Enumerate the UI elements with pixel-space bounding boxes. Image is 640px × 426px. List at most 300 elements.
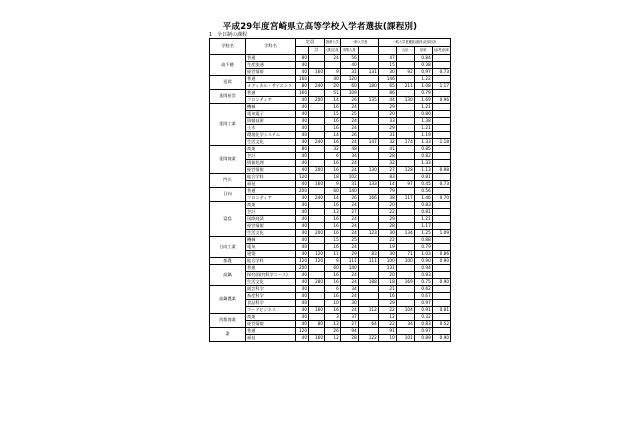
recommend-capacity-cell: 51: [325, 90, 341, 97]
applicants-total-cell: [396, 55, 414, 62]
table-row: [210, 328, 451, 335]
applicants-total-cell: 211: [396, 83, 414, 90]
ref-ratio-cell: [432, 153, 450, 160]
ref-ratio-cell: [432, 265, 450, 272]
ratio-cell: 1.25: [414, 230, 432, 237]
table-row: [210, 104, 451, 111]
general-recruit-cell: 26: [340, 132, 358, 139]
header-capacity: 定員: [296, 39, 325, 47]
capacity-total-cell: [309, 76, 325, 83]
ratio-cell: 0.85: [414, 146, 432, 153]
course-cell: 国際経済: [246, 216, 296, 223]
capacity-cell: 40: [296, 300, 309, 307]
ref-ratio-cell: [432, 328, 450, 335]
general-recruit-cell: 31: [340, 69, 358, 76]
applicants-total-cell: [396, 223, 414, 230]
school-name-cell: 日向工業: [210, 237, 246, 258]
recommend-capacity-cell: 16: [325, 216, 341, 223]
general-recruit-cell: 140: [340, 188, 358, 195]
capacity-cell: 40: [296, 153, 309, 160]
ratio-cell: 0.81: [414, 209, 432, 216]
school-name-cell: 富島: [210, 202, 246, 237]
applicants-total-cell: [396, 132, 414, 139]
applicants-cell: 30: [378, 69, 396, 76]
school-name-cell: 高千穂: [210, 55, 246, 76]
table-row: [210, 188, 451, 195]
ratio-cell: 0.89: [414, 335, 432, 342]
applicants-cell: 30: [378, 230, 396, 237]
applicants-total-cell: [396, 328, 414, 335]
recommend-capacity-cell: 40: [325, 76, 341, 83]
capacity-cell: 200: [296, 265, 309, 272]
school-name-cell: 日向: [210, 188, 246, 202]
applicants-cell: 16: [378, 293, 396, 300]
general-total-cell: 133: [358, 181, 378, 188]
subheader-blank: [296, 47, 309, 55]
ratio-cell: 0.62: [414, 286, 432, 293]
course-cell: メディカル・サイエンス: [246, 83, 296, 90]
capacity-total-cell: 240: [309, 139, 325, 146]
capacity-total-cell: [309, 293, 325, 300]
course-cell: 福祉: [246, 181, 296, 188]
capacity-cell: 40: [296, 62, 309, 69]
capacity-total-cell: [309, 125, 325, 132]
ref-ratio-cell: [432, 293, 450, 300]
ratio-cell: 0.97: [414, 328, 432, 335]
applicants-cell: 12: [378, 314, 396, 321]
recommend-capacity-cell: 11: [325, 251, 341, 258]
subheader-sum: 合計: [396, 47, 414, 55]
ratio-cell: 1.13: [414, 167, 432, 174]
table-row: [210, 139, 451, 146]
general-total-cell: [358, 132, 378, 139]
applicants-cell: 18: [378, 279, 396, 286]
general-total-cell: [358, 55, 378, 62]
ratio-cell: 1.21: [414, 216, 432, 223]
capacity-total-cell: 160: [309, 181, 325, 188]
table-row: [210, 230, 451, 237]
general-recruit-cell: 102: [340, 174, 358, 181]
ref-ratio-cell: [432, 244, 450, 251]
ref-ratio-cell: [432, 223, 450, 230]
table-row: [210, 223, 451, 230]
capacity-cell: 120: [296, 328, 309, 335]
capacity-total-cell: 240: [309, 195, 325, 202]
applicants-cell: 83: [378, 174, 396, 181]
applicants-cell: 20: [378, 272, 396, 279]
section-label: 1 全日制の課程: [209, 32, 248, 38]
general-total-cell: 111: [358, 258, 378, 265]
applicants-total-cell: 71: [396, 251, 414, 258]
applicants-cell: 28: [378, 223, 396, 230]
applicants-cell: 100: [378, 258, 396, 265]
course-cell: 普通: [246, 265, 296, 272]
table-row: [210, 251, 451, 258]
course-cell: 商業: [246, 202, 296, 209]
general-recruit-cell: 24: [340, 118, 358, 125]
applicants-cell: 33: [378, 118, 396, 125]
ref-ratio-cell: 0.73: [432, 69, 450, 76]
general-total-cell: 131: [358, 69, 378, 76]
capacity-cell: 40: [296, 244, 309, 251]
capacity-total-cell: [309, 174, 325, 181]
table-row: [210, 174, 451, 181]
capacity-total-cell: [309, 118, 325, 125]
ref-ratio-cell: [432, 286, 450, 293]
applicants-cell: 47: [378, 55, 396, 62]
ratio-cell: 1.22: [414, 76, 432, 83]
capacity-total-cell: 240: [309, 83, 325, 90]
ratio-cell: 0.80: [414, 111, 432, 118]
table-row: [210, 300, 451, 307]
general-total-cell: [358, 328, 378, 335]
applicants-total-cell: 92: [396, 69, 414, 76]
ref-ratio-cell: 0.90: [432, 258, 450, 265]
course-cell: 商業: [246, 146, 296, 153]
admissions-table: [209, 38, 451, 342]
ref-ratio-cell: [432, 104, 450, 111]
capacity-cell: 40: [296, 111, 309, 118]
applicants-cell: 41: [378, 146, 396, 153]
ref-ratio-cell: [432, 55, 450, 62]
table-row: [210, 83, 451, 90]
capacity-cell: 40: [296, 307, 309, 314]
course-cell: 生産流通: [246, 62, 296, 69]
general-recruit-cell: 24: [340, 139, 358, 146]
general-recruit-cell: 24: [340, 279, 358, 286]
table-row: [210, 118, 451, 125]
ratio-cell: 0.83: [414, 321, 432, 328]
general-recruit-cell: 94: [340, 328, 358, 335]
general-recruit-cell: 31: [340, 181, 358, 188]
general-total-cell: 83: [358, 251, 378, 258]
header-general: 一般入学者: [340, 39, 378, 47]
course-cell: 経営情報: [246, 69, 296, 76]
general-recruit-cell: 111: [340, 258, 358, 265]
capacity-total-cell: 280: [309, 279, 325, 286]
ratio-cell: 1.08: [414, 83, 432, 90]
general-total-cell: 135: [358, 97, 378, 104]
general-recruit-cell: 28: [340, 335, 358, 342]
general-recruit-cell: 24: [340, 104, 358, 111]
capacity-total-cell: [309, 90, 325, 97]
capacity-cell: 40: [296, 335, 309, 342]
capacity-total-cell: [309, 286, 325, 293]
course-cell: 総合学科: [246, 258, 296, 265]
recommend-capacity-cell: 16: [325, 307, 341, 314]
capacity-cell: 40: [296, 314, 309, 321]
table-row: [210, 286, 451, 293]
general-total-cell: [358, 146, 378, 153]
recommend-capacity-cell: 16: [325, 202, 341, 209]
course-cell: 建築: [246, 251, 296, 258]
course-cell: 普通: [246, 90, 296, 97]
general-total-cell: 123: [358, 230, 378, 237]
capacity-cell: 120: [296, 174, 309, 181]
course-cell: 普通: [246, 55, 296, 62]
ref-ratio-cell: [432, 272, 450, 279]
applicants-total-cell: [396, 62, 414, 69]
applicants-total-cell: [396, 300, 414, 307]
recommend-capacity-cell: 13: [325, 209, 341, 216]
ref-ratio-cell: 0.52: [432, 321, 450, 328]
applicants-cell: 22: [378, 321, 396, 328]
subheader-rec-capacity: (推)定員: [325, 47, 341, 55]
capacity-cell: 40: [296, 160, 309, 167]
course-cell: フロンティア: [246, 195, 296, 202]
applicants-total-cell: 100: [396, 258, 414, 265]
course-cell: 福祉: [246, 335, 296, 342]
capacity-cell: 80: [296, 55, 309, 62]
capacity-total-cell: [309, 111, 325, 118]
school-name-cell: 高鍋: [210, 265, 246, 286]
general-recruit-cell: 24: [340, 167, 358, 174]
capacity-cell: 80: [296, 146, 309, 153]
school-name-cell: 延岡工業: [210, 104, 246, 146]
subheader-ratio: 倍率: [414, 47, 432, 55]
table-row: [210, 132, 451, 139]
course-cell: 電気: [246, 244, 296, 251]
capacity-total-cell: 200: [309, 230, 325, 237]
course-cell: 経営情報: [246, 167, 296, 174]
recommend-capacity-cell: 3: [325, 314, 341, 321]
applicants-cell: 79: [378, 188, 396, 195]
general-total-cell: [358, 174, 378, 181]
ref-ratio-cell: [432, 237, 450, 244]
general-total-cell: [358, 265, 378, 272]
recommend-capacity-cell: 14: [325, 132, 341, 139]
recommend-capacity-cell: 60: [325, 188, 341, 195]
recommend-capacity-cell: 9: [325, 69, 341, 76]
course-cell: 畜産科学: [246, 293, 296, 300]
ref-ratio-cell: 0.98: [432, 167, 450, 174]
general-total-cell: 180: [358, 83, 378, 90]
applicants-total-cell: [396, 153, 414, 160]
school-name-cell: 延岡: [210, 76, 246, 90]
table-row: [210, 321, 451, 328]
capacity-total-cell: [309, 223, 325, 230]
applicants-total-cell: 117: [396, 195, 414, 202]
capacity-cell: 40: [296, 230, 309, 237]
applicants-total-cell: [396, 272, 414, 279]
general-recruit-cell: 30: [340, 300, 358, 307]
recommend-capacity-cell: 24: [325, 55, 341, 62]
capacity-cell: 40: [296, 132, 309, 139]
table-row: [210, 181, 451, 188]
ratio-cell: 0.82: [414, 153, 432, 160]
capacity-total-cell: 200: [309, 97, 325, 104]
course-cell: フードビジネス: [246, 307, 296, 314]
course-cell: 園芸科学: [246, 286, 296, 293]
ratio-cell: 0.32: [414, 314, 432, 321]
recommend-capacity-cell: 10: [325, 300, 341, 307]
recommend-capacity-cell: 18: [325, 174, 341, 181]
capacity-cell: 160: [296, 90, 309, 97]
general-total-cell: [358, 125, 378, 132]
ref-ratio-cell: 0.96: [432, 97, 450, 104]
general-recruit-cell: 24: [340, 160, 358, 167]
recommend-capacity-cell: 16: [325, 244, 341, 251]
ref-ratio-cell: [432, 146, 450, 153]
capacity-total-cell: [309, 209, 325, 216]
general-recruit-cell: 140: [340, 265, 358, 272]
general-total-cell: [358, 62, 378, 69]
general-total-cell: [358, 111, 378, 118]
recommend-capacity-cell: [325, 62, 341, 69]
general-total-cell: [358, 160, 378, 167]
table-row: [210, 111, 451, 118]
table-row: [210, 307, 451, 314]
school-name-cell: 妻: [210, 328, 246, 342]
applicants-cell: 14: [378, 181, 396, 188]
general-recruit-cell: 60: [340, 83, 358, 90]
capacity-cell: 40: [296, 202, 309, 209]
applicants-cell: 29: [378, 216, 396, 223]
applicants-total-cell: [396, 174, 414, 181]
general-total-cell: [358, 104, 378, 111]
general-total-cell: [358, 209, 378, 216]
general-recruit-cell: 24: [340, 244, 358, 251]
capacity-total-cell: [309, 314, 325, 321]
table-row: [210, 153, 451, 160]
recommend-capacity-cell: 60: [325, 265, 341, 272]
applicants-total-cell: [396, 237, 414, 244]
applicants-total-cell: [396, 160, 414, 167]
capacity-total-cell: [309, 55, 325, 62]
header-course: 学科名: [246, 39, 296, 55]
ref-ratio-cell: 0.81: [432, 307, 450, 314]
applicants-cell: 22: [378, 209, 396, 216]
capacity-total-cell: [309, 132, 325, 139]
recommend-capacity-cell: 9: [325, 258, 341, 265]
capacity-cell: 40: [296, 195, 309, 202]
general-recruit-cell: 24: [340, 230, 358, 237]
ref-ratio-cell: 1.09: [432, 230, 450, 237]
general-total-cell: [358, 272, 378, 279]
recommend-capacity-cell: 15: [325, 111, 341, 118]
applicants-total-cell: [396, 286, 414, 293]
ratio-cell: 0.67: [414, 293, 432, 300]
capacity-cell: 40: [296, 139, 309, 146]
applicants-total-cell: [396, 202, 414, 209]
capacity-cell: 40: [296, 216, 309, 223]
recommend-capacity-cell: 16: [325, 118, 341, 125]
course-cell: 経営情報: [246, 321, 296, 328]
applicants-cell: 91: [378, 328, 396, 335]
table-row: [210, 279, 451, 286]
ref-ratio-cell: 0.86: [432, 251, 450, 258]
applicants-total-cell: [396, 146, 414, 153]
capacity-total-cell: 200: [309, 167, 325, 174]
capacity-total-cell: 120: [309, 251, 325, 258]
subheader-ref-ratio: (参考)倍率: [432, 47, 450, 55]
recommend-capacity-cell: 6: [325, 286, 341, 293]
course-cell: 機械: [246, 237, 296, 244]
applicants-total-cell: 34: [396, 321, 414, 328]
applicants-total-cell: [396, 293, 414, 300]
applicants-total-cell: 97: [396, 181, 414, 188]
recommend-capacity-cell: 9: [325, 181, 341, 188]
general-recruit-cell: 27: [340, 209, 358, 216]
recommend-capacity-cell: 16: [325, 104, 341, 111]
capacity-total-cell: [309, 104, 325, 111]
capacity-total-cell: [309, 328, 325, 335]
applicants-total-cell: [396, 244, 414, 251]
course-cell: 環境化学システム: [246, 132, 296, 139]
general-recruit-cell: 34: [340, 286, 358, 293]
table-header-row: [210, 39, 451, 47]
ref-ratio-cell: 0.73: [432, 181, 450, 188]
course-cell: 生活文化: [246, 230, 296, 237]
capacity-total-cell: [309, 244, 325, 251]
general-total-cell: [358, 223, 378, 230]
recommend-capacity-cell: 16: [325, 272, 341, 279]
recommend-capacity-cell: 26: [325, 328, 341, 335]
general-total-cell: [358, 188, 378, 195]
ref-ratio-cell: [432, 160, 450, 167]
applicants-total-cell: [396, 90, 414, 97]
subheader-applicants: [378, 47, 396, 55]
ref-ratio-cell: 1.18: [432, 139, 450, 146]
recommend-capacity-cell: 14: [325, 195, 341, 202]
ratio-cell: 0.83: [414, 202, 432, 209]
general-total-cell: [358, 118, 378, 125]
applicants-cell: 29: [378, 300, 396, 307]
applicants-cell: 131: [378, 265, 396, 272]
capacity-total-cell: [309, 62, 325, 69]
applicants-cell: 31: [378, 132, 396, 139]
recommend-capacity-cell: 14: [325, 97, 341, 104]
ratio-cell: 0.91: [414, 307, 432, 314]
course-cell: 生活文化: [246, 139, 296, 146]
capacity-total-cell: 160: [309, 307, 325, 314]
ratio-cell: 0.94: [414, 265, 432, 272]
general-recruit-cell: 34: [340, 153, 358, 160]
capacity-cell: 40: [296, 125, 309, 132]
capacity-cell: 40: [296, 104, 309, 111]
capacity-cell: 40: [296, 209, 309, 216]
school-name-cell: 西都商業: [210, 314, 246, 328]
ratio-cell: 0.88: [414, 237, 432, 244]
ratio-cell: 0.79: [414, 90, 432, 97]
applicants-cell: 20: [378, 202, 396, 209]
applicants-total-cell: 174: [396, 139, 414, 146]
capacity-cell: 120: [296, 258, 309, 265]
capacity-cell: 40: [296, 118, 309, 125]
applicants-total-cell: [396, 104, 414, 111]
ref-ratio-cell: 0.70: [432, 195, 450, 202]
recommend-capacity-cell: 16: [325, 230, 341, 237]
table-body: [210, 55, 451, 342]
ref-ratio-cell: [432, 111, 450, 118]
general-total-cell: [358, 300, 378, 307]
general-total-cell: 130: [358, 167, 378, 174]
ratio-cell: 0.45: [414, 181, 432, 188]
ratio-cell: 0.38: [414, 62, 432, 69]
capacity-cell: 200: [296, 188, 309, 195]
course-cell: 探究(探究科学コース): [246, 272, 296, 279]
capacity-cell: 40: [296, 272, 309, 279]
applicants-cell: 32: [378, 160, 396, 167]
capacity-cell: 40: [296, 167, 309, 174]
capacity-total-cell: [309, 265, 325, 272]
capacity-total-cell: 80: [309, 321, 325, 328]
general-total-cell: 122: [358, 335, 378, 342]
general-total-cell: 112: [358, 307, 378, 314]
capacity-total-cell: [309, 216, 325, 223]
general-recruit-cell: 25: [340, 237, 358, 244]
ref-ratio-cell: [432, 174, 450, 181]
